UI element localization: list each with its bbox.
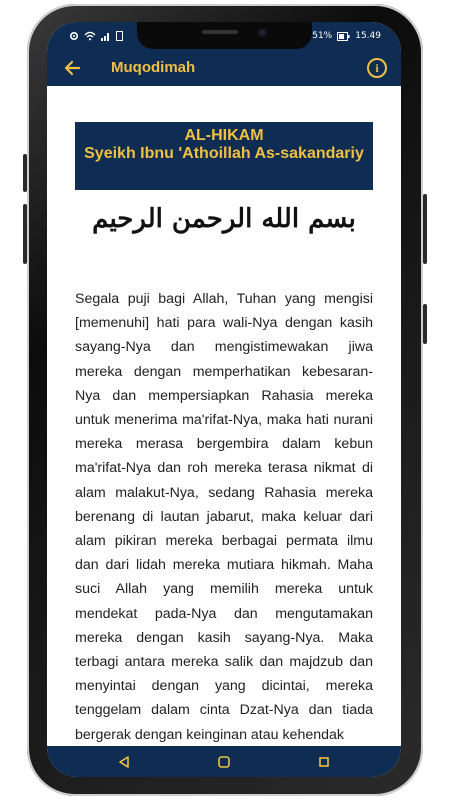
info-icon: i (375, 61, 379, 75)
introduction-paragraph: Segala puji bagi Allah, Tuhan yang mengisi [memenuhi] hati para wali-Nya dengan kasih sayang-Nya dan mengistimewakan jiwa mereka dengan memperhatikan kebesaran-Nya dan mempersiapkan Rahasia mereka untuk menerima ma'rifat-Nya, maka hati nurani mereka merasa bergembira dalam kebun ma'rifat-Nya dan roh mereka terasa nikmat di alam malakut-Nya, sedang Rahasia mereka berenang di lautan jabarut, maka keluar dari alam pikiran mereka berbagai permata ilmu dan dari lidah mereka mutiara hikmah. Maha suci Allah yang memilih mereka untuk mendekat pada-Nya dan mengutamakan mereka dengan kasih sayang-Nya. Maka terbagi antara mereka salik dan majdzub dan menyintai dengan yang dicintai, mereka tenggelam dalam cinta Dzat-Nya dan tiada bergerak dengan keinginan atau kehendak (75, 291, 373, 743)
power-button (423, 194, 427, 264)
screen (47, 22, 401, 777)
recent-square-icon (317, 755, 331, 769)
speaker-grill (202, 30, 238, 34)
signal-icon (101, 31, 111, 41)
page-title: Muqodimah (111, 59, 196, 76)
info-button[interactable] (367, 58, 387, 78)
nav-home-button[interactable] (217, 754, 231, 768)
sim-icon (116, 31, 123, 41)
nav-back-button[interactable] (117, 754, 131, 768)
content-scroll-area[interactable] (47, 86, 401, 746)
camera-notch (137, 22, 312, 49)
book-title-banner (75, 122, 373, 190)
app-bar (47, 50, 401, 86)
settings-icon (69, 31, 79, 41)
back-button[interactable] (61, 56, 85, 80)
nav-recent-button[interactable] (317, 754, 331, 768)
home-square-icon (217, 755, 231, 769)
basmalah-calligraphy: بسم الله الرحمن الرحيم (92, 204, 356, 234)
front-camera (257, 27, 268, 38)
battery-percentage: 51% (312, 31, 333, 41)
book-title: AL-HIKAM (184, 127, 264, 144)
arrow-left-icon (63, 58, 83, 78)
status-icons-left (69, 31, 123, 41)
wifi-icon (84, 31, 96, 41)
volume-down-button (23, 204, 27, 264)
book-author: Syeikh Ibnu 'Athoillah As-sakandariy (84, 145, 364, 162)
side-button (423, 304, 427, 344)
triangle-back-icon (117, 755, 131, 769)
clock: 15.49 (355, 31, 381, 41)
status-icons-right (312, 31, 381, 41)
system-nav-bar (47, 746, 401, 777)
battery-icon (337, 32, 350, 41)
status-bar (47, 22, 401, 50)
volume-up-button (23, 154, 27, 192)
